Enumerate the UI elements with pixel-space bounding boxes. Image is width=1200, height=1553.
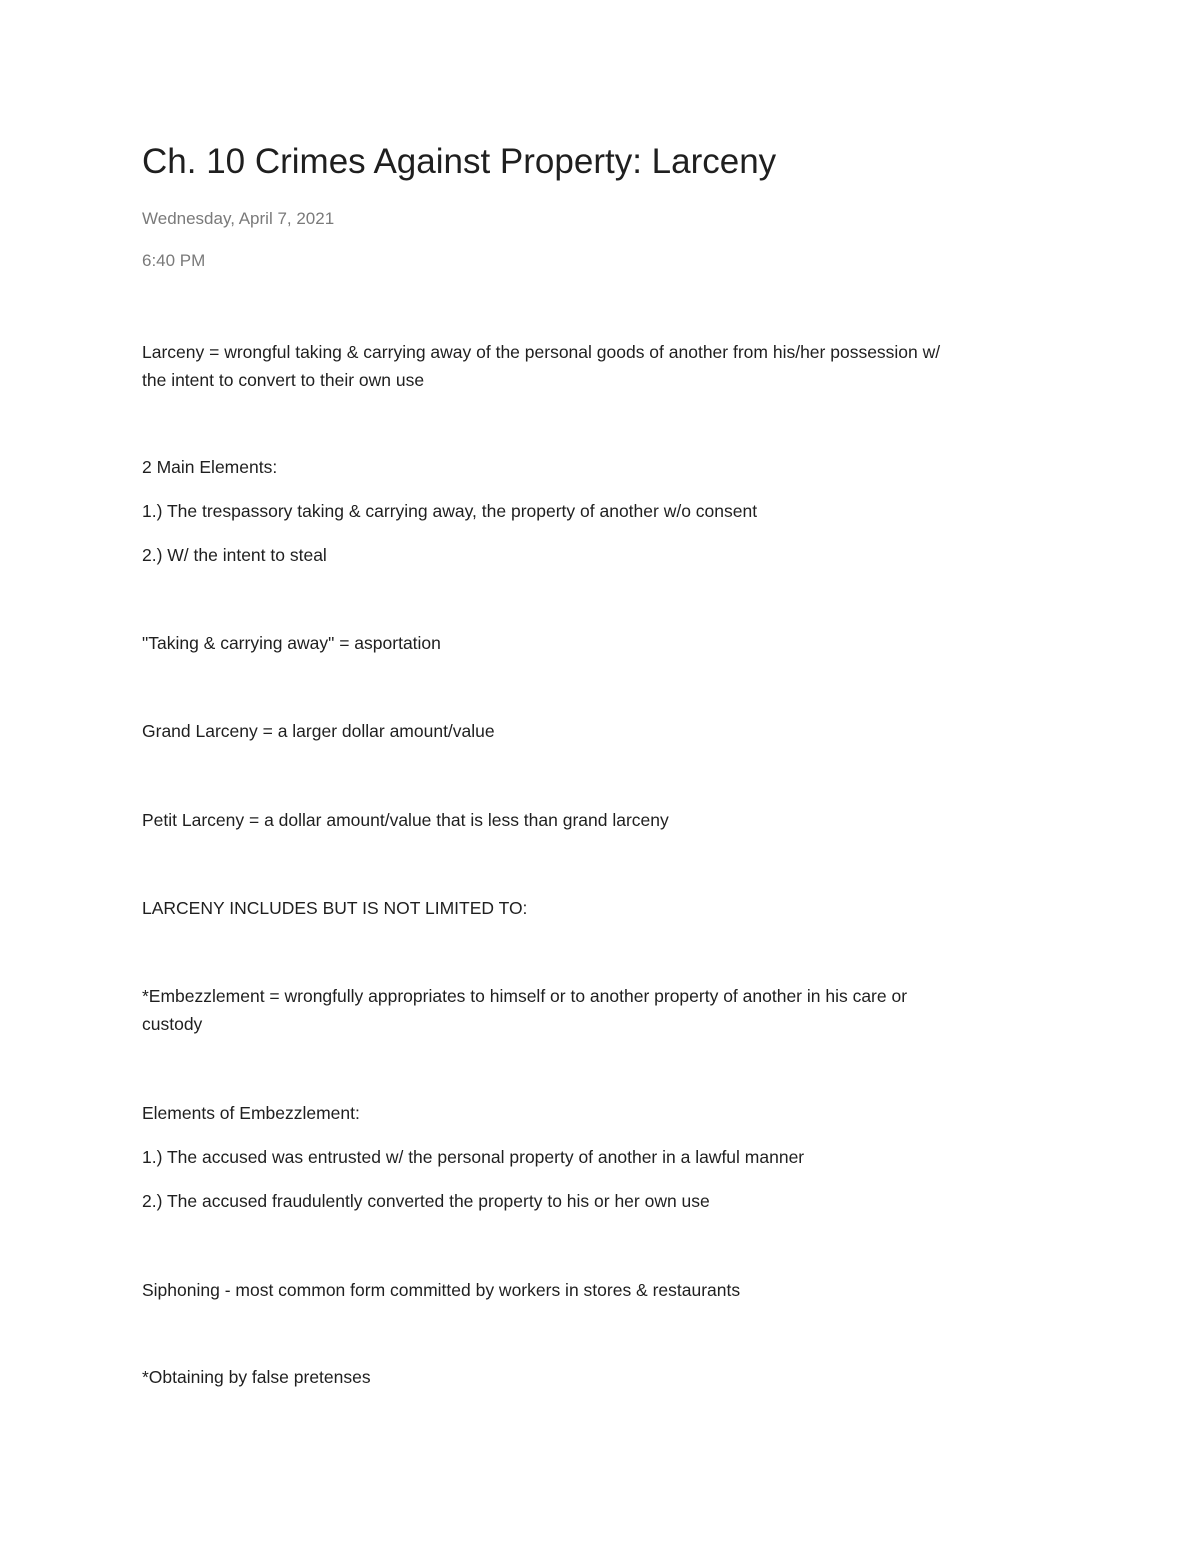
embezzlement-element-1: 1.) The accused was entrusted w/ the personal property of another in a lawful manner (142, 1147, 805, 1167)
petit-larceny-definition: Petit Larceny = a dollar amount/value that is less than grand larceny (142, 810, 669, 830)
embezzlement-definition-line-1: *Embezzlement = wrongfully appropriates to himself or to another property of another in his care or (142, 986, 908, 1006)
asportation-definition: "Taking & carrying away" = asportation (142, 633, 441, 653)
embezzlement-element-2: 2.) The accused fraudulently converted the property to his or her own use (142, 1191, 710, 1211)
main-element-1: 1.) The trespassory taking & carrying away, the property of another w/o consent (142, 501, 758, 521)
embezzlement-elements-heading: Elements of Embezzlement: (142, 1103, 360, 1123)
main-element-2: 2.) W/ the intent to steal (142, 545, 327, 565)
embezzlement-definition-line-2: custody (142, 1014, 203, 1034)
larceny-definition-line-2: the intent to convert to their own use (142, 370, 425, 390)
page-title: Ch. 10 Crimes Against Property: Larceny (142, 142, 777, 181)
grand-larceny-definition: Grand Larceny = a larger dollar amount/value (142, 721, 495, 741)
larceny-definition-line-1: Larceny = wrongful taking & carrying away of the personal goods of another from his/her possession w/ (142, 342, 941, 362)
siphoning-note: Siphoning - most common form committed by workers in stores & restaurants (142, 1280, 741, 1300)
false-pretenses-item: *Obtaining by false pretenses (142, 1367, 371, 1387)
main-elements-heading: 2 Main Elements: (142, 457, 278, 477)
note-date: Wednesday, April 7, 2021 (142, 209, 335, 228)
note-time: 6:40 PM (142, 251, 206, 270)
larceny-includes-heading: LARCENY INCLUDES BUT IS NOT LIMITED TO: (142, 898, 528, 918)
